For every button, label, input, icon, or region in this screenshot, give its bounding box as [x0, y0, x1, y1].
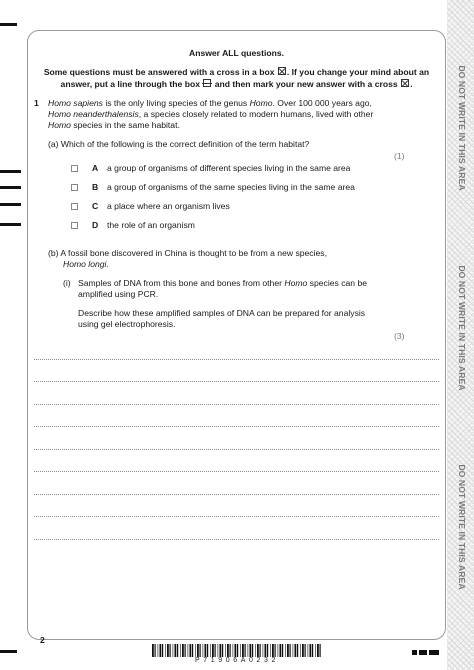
crossed-box-icon: [401, 79, 409, 87]
answer-line[interactable]: [34, 516, 439, 517]
answer-line[interactable]: [34, 539, 439, 540]
box-instruction-text: .: [410, 79, 413, 89]
genus-name: Homo: [249, 98, 273, 108]
answer-line[interactable]: [34, 381, 439, 382]
question-stem-line2: [48, 109, 373, 120]
box-instruction-line1: [34, 67, 439, 78]
option-c-checkbox[interactable]: [71, 203, 78, 210]
edge-mark: [0, 23, 17, 26]
option-c-letter: C: [92, 201, 99, 211]
margin-notice-top: DO NOT WRITE IN THIS AREA: [457, 65, 467, 191]
edge-mark: [0, 186, 21, 189]
edge-mark: [0, 203, 21, 206]
part-b-intro-line2: [63, 259, 109, 270]
footer-mark: [429, 650, 439, 655]
option-d-letter: D: [92, 220, 99, 230]
option-c-text: a place where an organism lives: [107, 201, 230, 211]
part-b-i-line2: amplified using PCR.: [78, 289, 159, 299]
question-number: 1: [34, 98, 39, 108]
species-name: Homo neanderthalensis: [48, 109, 139, 119]
margin-notice-bottom: DO NOT WRITE IN THIS AREA: [457, 464, 467, 590]
instruction-heading: Answer ALL questions.: [188, 48, 285, 58]
option-b-text: a group of organisms of the same species living in the same area: [107, 182, 355, 192]
answer-line[interactable]: [34, 359, 439, 360]
genus-name: Homo: [48, 120, 71, 130]
part-text: species can be: [307, 278, 368, 288]
footer-mark: [419, 650, 427, 655]
option-a-letter: A: [92, 163, 99, 173]
stem-text: is the only living species of the genus: [102, 98, 250, 108]
answer-line[interactable]: [34, 449, 439, 450]
stem-text: , a species closely related to modern humans, lived with other: [138, 109, 374, 119]
part-b-intro-line1: (b) A fossil bone discovered in China is thought to be from a new species,: [48, 248, 327, 258]
part-b-i-task-line2: using gel electrophoresis.: [78, 319, 176, 329]
part-b-i-marks: (3): [394, 331, 405, 341]
species-name: Homo sapiens: [48, 98, 103, 108]
species-name: Homo longi: [63, 259, 107, 269]
barcode-text: P71906A0232: [195, 657, 279, 664]
page-number: 2: [40, 635, 45, 645]
genus-name: Homo: [284, 278, 308, 288]
footer-mark: [412, 650, 417, 655]
option-b-checkbox[interactable]: [71, 184, 78, 191]
question-stem-line1: [48, 98, 372, 109]
option-d-text: the role of an organism: [107, 220, 195, 230]
box-instruction-line2: [34, 79, 439, 90]
box-instruction-text: . If you change your mind about an: [286, 67, 430, 77]
option-b-letter: B: [92, 182, 99, 192]
option-a-text: a group of organisms of different species living in the same area: [107, 163, 351, 173]
part-a-marks: (1): [394, 151, 405, 161]
box-instruction-text: Some questions must be answered with a cross in a box: [43, 67, 275, 77]
lined-box-icon: [203, 79, 211, 87]
answer-line[interactable]: [34, 404, 439, 405]
crossed-box-icon: [278, 67, 286, 75]
intro-text: .: [106, 259, 109, 269]
option-a-checkbox[interactable]: [71, 165, 78, 172]
stem-text: species in the same habitat.: [70, 120, 180, 130]
part-b-i-line1: [78, 278, 367, 289]
edge-mark: [0, 650, 17, 653]
part-b-i-task-line1: Describe how these amplified samples of DNA can be prepared for analysis: [78, 308, 366, 318]
answer-line[interactable]: [34, 426, 439, 427]
box-instruction-text: and then mark your new answer with a cross: [214, 79, 398, 89]
box-instruction-text: answer, put a line through the box: [60, 79, 200, 89]
edge-mark: [0, 170, 21, 173]
margin-notice-middle: DO NOT WRITE IN THIS AREA: [457, 265, 467, 391]
barcode: [152, 644, 322, 657]
part-b-i-label: (i): [63, 278, 71, 288]
option-d-checkbox[interactable]: [71, 222, 78, 229]
stem-text: . Over 100 000 years ago,: [272, 98, 372, 108]
question-stem-line3: [48, 120, 180, 131]
edge-mark: [0, 223, 21, 226]
answer-line[interactable]: [34, 471, 439, 472]
part-text: Samples of DNA from this bone and bones from other: [78, 278, 285, 288]
answer-line[interactable]: [34, 494, 439, 495]
part-a-prompt: (a) Which of the following is the correct definition of the term habitat?: [48, 139, 310, 149]
